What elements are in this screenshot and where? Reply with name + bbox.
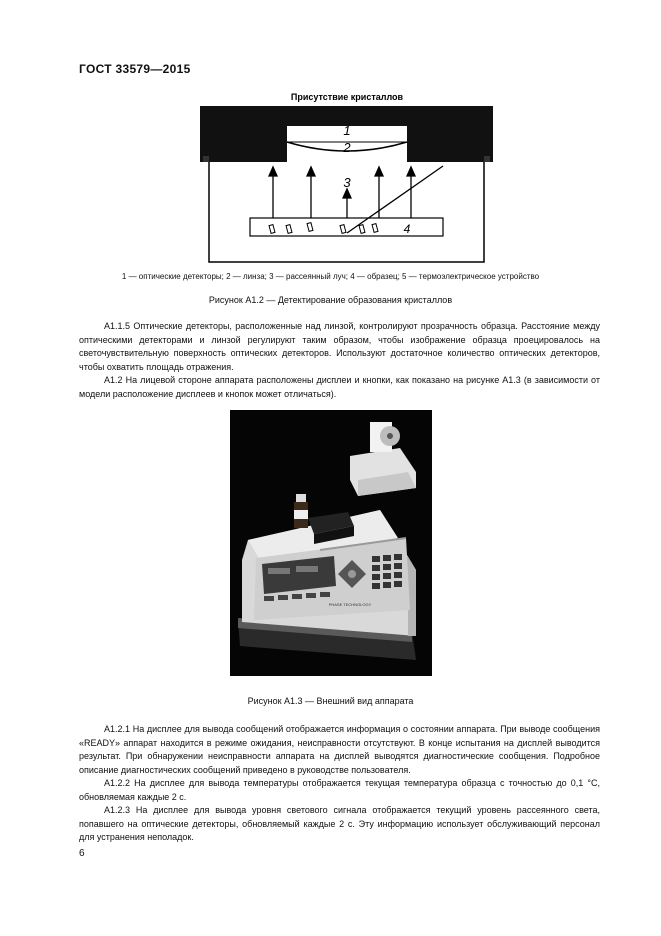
document-header: ГОСТ 33579—2015: [79, 62, 191, 76]
paragraph: А1.2.2 На дисплее для вывода температуры отображается текущая температура образца с точностью до 0,1 °С, обновляемая каждые 2 с.: [79, 778, 600, 802]
apparatus-svg: [230, 410, 432, 676]
panel-label: PHASE TECHNOLOGY: [328, 602, 372, 607]
diagram-svg: [195, 90, 500, 272]
label-1: 1: [343, 123, 351, 138]
figure-legend: 1 — оптические детекторы; 2 — линза; 3 — рассеянный луч; 4 — образец; 5 — термоэлектрическое устройство: [121, 272, 540, 281]
apparatus-photo: [230, 410, 432, 676]
crystal-detection-diagram: [195, 90, 500, 272]
text-block-bottom: [79, 723, 600, 845]
crystals: [269, 223, 378, 234]
label-3: 3: [343, 175, 351, 190]
page-number: 6: [79, 848, 85, 859]
figure-caption-a1-2: Рисунок А1.2 — Детектирование образования кристаллов: [208, 295, 453, 305]
light-arrows: [269, 167, 415, 218]
paragraph: А1.2.1 На дисплее для вывода сообщений отображается информация о состоянии аппарата. При выводе сообщения «READY» аппарат находится в режиме ожидания, неисправности отсутствуют. В конце испытания на дисплей выводится результат. При обнаружении неисправности аппарата на дисплей выводятся диагностические сообщения. Подробное описание диагностических сообщений приведено в руководстве пользователя.: [79, 724, 600, 775]
label-4: 4: [403, 222, 411, 236]
figure-caption-a1-3: Рисунок А1.3 — Внешний вид аппарата: [247, 696, 414, 706]
sample-cell: [250, 218, 443, 236]
paragraph: А1.1.5 Оптические детекторы, расположенные над линзой, контролируют прозрачность образца. Расстояние между оптическими детекторами и линзой регулируют таким образом, чтобы изображение образца проецировалось на светочувствительную поверхность оптических детекторов. Используют достаточное количество оптических детекторов, чтобы охватить площадь отражения.: [79, 321, 600, 372]
diagram-title: Присутствие кристаллов: [290, 92, 404, 102]
scattered-beam: [347, 166, 443, 233]
label-2: 2: [343, 140, 351, 155]
paragraph: А1.2.3 На дисплее для вывода уровня светового сигнала отображается текущий уровень рассеянного света, попавшего на оптические детекторы, обновляемый каждые 2 с. Эту информацию использует обслуживающий персонал для устранения неполадок.: [79, 805, 600, 842]
text-block-top: [79, 320, 600, 401]
paragraph: А1.2 На лицевой стороне аппарата расположены дисплеи и кнопки, как показано на рисунке А1.3 (в зависимости от модели расположение дисплеев и кнопок может отличаться).: [79, 375, 600, 399]
